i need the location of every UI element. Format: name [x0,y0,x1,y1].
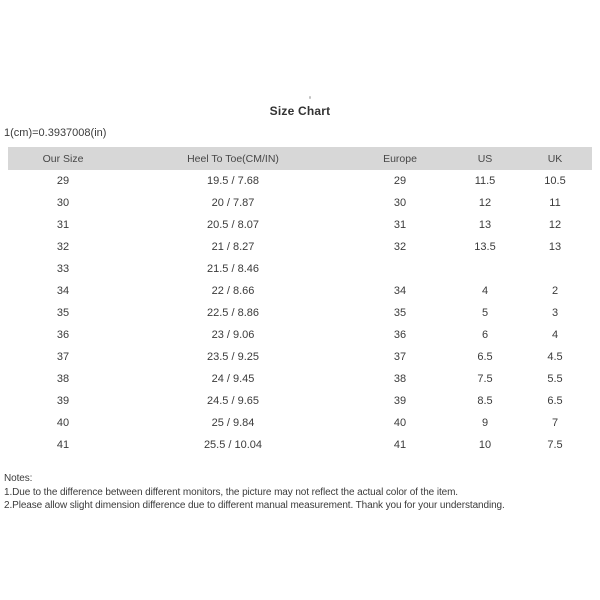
table-cell: 30 [56,197,70,209]
table-cell: 38 [393,373,407,385]
table-cell: 23 / 9.06 [211,329,255,341]
table-cell: 32 [56,241,70,253]
column-header: Our Size [8,147,118,170]
table-cell: 12 [548,219,562,231]
table-cell: 5.5 [547,373,563,385]
column-header: UK [518,147,592,170]
table-row [8,412,592,434]
table-cell: 5 [481,307,489,319]
table-cell: 4.5 [547,351,563,363]
table-cell: 7.5 [477,373,493,385]
table-row [8,258,592,280]
table-cell: 32 [393,241,407,253]
table-row [8,170,592,192]
column-header: Heel To Toe(CM/IN) [118,147,348,170]
table-row [8,302,592,324]
table-cell: 40 [393,417,407,429]
table-cell: 21.5 / 8.46 [207,263,259,275]
table-cell: 19.5 / 7.68 [207,175,259,187]
table-cell: 41 [56,439,70,451]
table-cell: 20 / 7.87 [211,197,255,209]
table-cell [348,258,452,280]
table-cell: 13 [478,219,492,231]
table-cell: 22.5 / 8.86 [207,307,259,319]
table-cell: 40 [56,417,70,429]
table-cell: 22 / 8.66 [211,285,255,297]
table-cell: 4 [481,285,489,297]
table-cell: 6.5 [547,395,563,407]
table-cell: 36 [56,329,70,341]
table-row [8,324,592,346]
table-cell: 37 [393,351,407,363]
column-header: US [452,147,518,170]
table-cell: 41 [393,439,407,451]
table-cell: 39 [56,395,70,407]
table-cell: 2 [551,285,559,297]
cm-to-inch-conversion-note: 1(cm)=0.3937008(in) [4,127,107,139]
table-cell: 6 [481,329,489,341]
table-header-row [8,147,592,170]
table-cell: 13.5 [474,241,496,253]
table-row [8,390,592,412]
table-row [8,368,592,390]
table-cell: 25 / 9.84 [211,417,255,429]
table-row [8,214,592,236]
table-row [8,236,592,258]
table-cell: 33 [56,263,70,275]
table-cell: 8.5 [477,395,493,407]
table-cell [518,258,592,280]
table-row [8,280,592,302]
table-cell: 12 [478,197,492,209]
table-cell: 35 [393,307,407,319]
table-cell: 34 [393,285,407,297]
table-row [8,192,592,214]
table-cell: 3 [551,307,559,319]
table-cell: 37 [56,351,70,363]
table-cell: 4 [551,329,559,341]
table-cell: 39 [393,395,407,407]
table-cell: 11 [549,197,561,209]
table-cell: 10 [478,439,492,451]
page-title: Size Chart [269,104,331,118]
column-header: Europe [348,147,452,170]
table-cell: 23.5 / 9.25 [207,351,259,363]
table-cell: 31 [393,219,407,231]
table-cell: 31 [56,219,70,231]
table-cell: 21 / 8.27 [211,241,255,253]
table-cell: 24 / 9.45 [211,373,255,385]
table-cell: 30 [393,197,407,209]
table-cell: 24.5 / 9.65 [207,395,259,407]
notes-section [4,472,590,513]
table-cell: 7 [551,417,559,429]
table-cell: 25.5 / 10.04 [203,439,263,451]
notes-heading: Notes: [4,473,33,484]
table-row [8,346,592,368]
table-cell: 38 [56,373,70,385]
table-cell: 36 [393,329,407,341]
size-table [8,147,592,456]
table-cell [452,258,518,280]
note-item: 1.Due to the difference between different monitors, the picture may not reflect the actual color of the item. [4,486,458,498]
table-cell: 29 [393,175,407,187]
table-cell: 13 [548,241,562,253]
table-cell: 10.5 [544,175,566,187]
table-cell: 6.5 [477,351,493,363]
table-row [8,434,592,456]
table-cell: 34 [56,285,70,297]
table-cell: 11.5 [474,175,496,187]
note-item: 2.Please allow slight dimension difference due to different manual measurement. Thank you for your understanding. [4,500,505,511]
stray-mark [309,96,311,99]
table-cell: 29 [56,175,70,187]
table-cell: 9 [481,417,489,429]
table-cell: 7.5 [547,439,563,451]
table-cell: 35 [56,307,70,319]
table-cell: 20.5 / 8.07 [207,219,259,231]
